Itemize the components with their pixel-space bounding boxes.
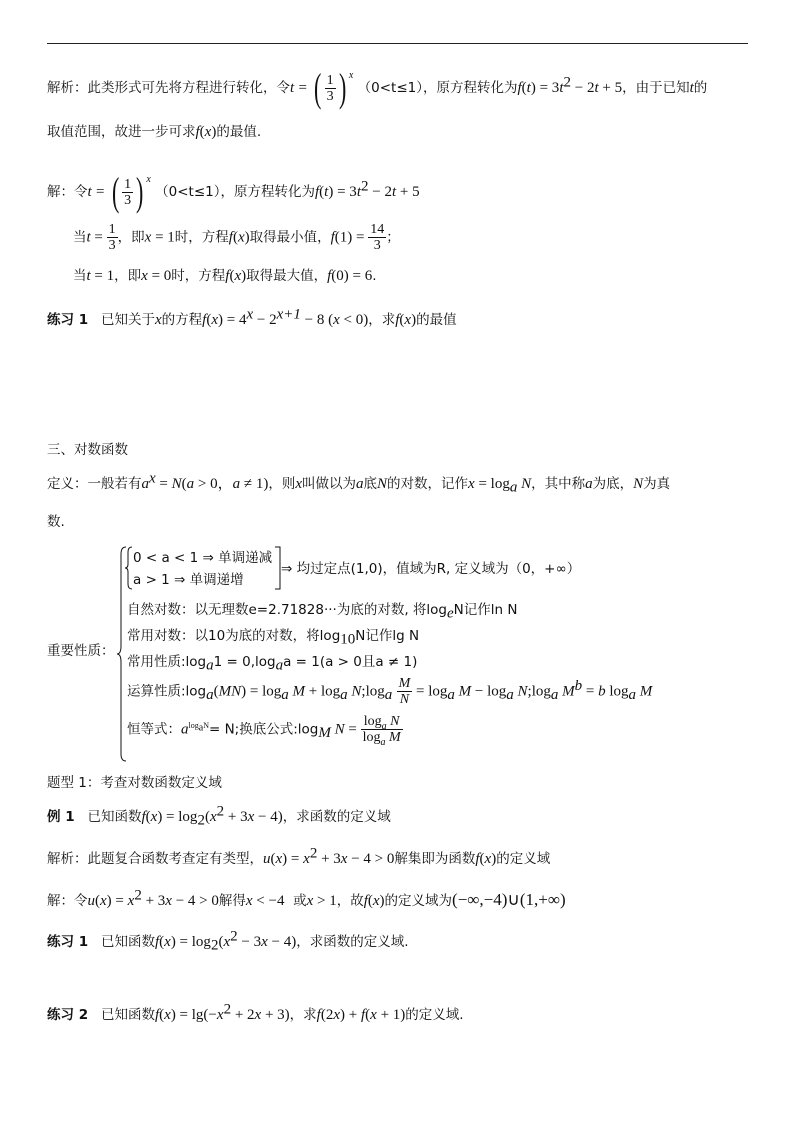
case-text-10: . bbox=[372, 268, 377, 284]
property-identity: 恒等式：$a^{log_aN}= N$;换底公式$:\log_M$ N = $\frac{\log_a N}{\log_a M}$ bbox=[127, 714, 401, 748]
analysis-text-5: 取值范围，故进一步可求 bbox=[47, 124, 196, 140]
case-text-4: 取得最小值， bbox=[249, 229, 331, 246]
property-common: 常用性质$:\log_a1 = 0,\log_aa = 1(a > 0$且a ≠ 1) bbox=[127, 654, 418, 674]
solution-text-2: （0<t≤1），原方程转化为 bbox=[155, 184, 315, 200]
definition-text: 定义：一般若有 bbox=[47, 476, 142, 492]
practice-2-text: 已知函数 bbox=[100, 1007, 155, 1023]
analysis-2-line: 解析：此题复合函数考查定有类型，$u(x) = x^2 + 3x - 4 > 0$解集即为函数f(x)的定义域 bbox=[47, 845, 551, 867]
exercise-text: 已知关于 bbox=[100, 312, 155, 328]
property-natural-log: 自然对数：以无理数e=2.71828···为底的对数, 将$\log_eN$记作ln N bbox=[127, 602, 518, 622]
definition-text-5: 的对数，记作 bbox=[387, 476, 469, 492]
practice-text-2: ，求函数的定义域. bbox=[296, 934, 409, 950]
top-rule bbox=[47, 43, 748, 44]
analysis-2-text-3: 的定义域 bbox=[496, 851, 551, 867]
inner-brace bbox=[125, 546, 133, 590]
exercise-text-4: 的最值 bbox=[416, 312, 457, 328]
common-property-text-2: 1 = 0,log bbox=[213, 654, 276, 670]
property-common-log: 常用对数：以10为底的对数，将$\log_{10}N$记作lg N bbox=[127, 628, 420, 648]
practice-2-text-3: 的定义域. bbox=[405, 1007, 464, 1023]
common-log-text: 常用对数：以10为底的对数，将log bbox=[127, 628, 341, 644]
case-text-2: ，即 bbox=[117, 229, 145, 246]
case-text-3: 时，方程 bbox=[174, 229, 229, 246]
property-increasing: a > 1 ⇒ 单调递增 bbox=[133, 572, 244, 588]
example-text-2: ，求函数的定义域 bbox=[282, 809, 391, 825]
analysis-2-text-2: 解集即为函数 bbox=[394, 851, 476, 867]
case-text: 当 bbox=[73, 229, 87, 246]
exercise-label: 练习 1 bbox=[47, 312, 89, 328]
case-text-6: 当 bbox=[73, 268, 87, 284]
analysis-text-6: 的最值. bbox=[216, 124, 262, 140]
definition-text-3: 叫做以为 bbox=[302, 476, 357, 492]
property-decreasing: 0 < a < 1 ⇒ 单调递减 bbox=[133, 550, 273, 566]
definition-line-1: 定义：一般若有$a^x = N(a > 0$，a ≠ 1)，则x叫做以为a底N的对数，记作$x = \log_a N$，其中称a为底，N为真 bbox=[47, 470, 671, 496]
case-2-line: 当t = 1，即x = 0时，方程f(x)取得最大值，f(0) = 6. bbox=[73, 268, 377, 284]
example-1-line: 例 1 已知函数$f(x) = \log_2(x^2 + 3x - 4)$，求函数的定义域 bbox=[47, 803, 391, 829]
solution-2-line: 解：令$u(x) = x^2 + 3x - 4 > 0$解得x < −4 或x > 1，故f(x)的定义域为(−∞,−4)∪(1,+∞) bbox=[47, 887, 566, 909]
practice-2-line: 练习 2 已知函数$f(x) = \lg(-x^2 + 2x + 3)$，求f(2x) + f(x + 1)的定义域. bbox=[47, 1001, 464, 1023]
solution-text: 解：令 bbox=[47, 184, 88, 200]
solution-2-text-4: ，故 bbox=[336, 893, 364, 909]
case-1-line: 当t = $\frac{1}{3}$ ，即x = 1时，方程f(x)取得最小值，f(1) = $\frac{14}{3}$ ； bbox=[73, 222, 400, 253]
section-heading: 三、对数函数 bbox=[47, 442, 128, 458]
identity-text-2: = N;换底公式:log bbox=[208, 721, 319, 738]
analysis-text: 解析：此类形式可先将方程进行转化，令 bbox=[47, 80, 290, 96]
definition-text-2: ，则 bbox=[268, 476, 296, 492]
operations-text: 运算性质:log bbox=[127, 683, 207, 700]
practice-text: 已知函数 bbox=[100, 934, 155, 950]
analysis-text-4: 的 bbox=[693, 80, 708, 96]
identity-text: 恒等式： bbox=[127, 721, 181, 738]
exercise-text-3: ，求 bbox=[368, 312, 396, 328]
property-operations: 运算性质$:\log_a(MN) = \log_a M + \log_a$ $N;\log_a$ $\frac{M}{N}$ = $\log_a M - \log_a$ $N;\log_a$ $M^b = b$ $\log_a M$ bbox=[127, 676, 653, 707]
solution-line: 解：令t = ( $\frac{1}{3}$ ) $^x$ （0<t≤1），原方程转化为$f(t) = 3t^2 - 2t + 5$ bbox=[47, 169, 420, 214]
natural-log-text-2: N记作ln N bbox=[453, 602, 518, 618]
case-text-8: 时，方程 bbox=[171, 268, 226, 284]
analysis-text-2: （0<t≤1），原方程转化为 bbox=[357, 80, 518, 96]
natural-log-text: 自然对数：以无理数e=2.71828···为底的对数, 将log bbox=[127, 602, 447, 618]
definition-text-4: 底 bbox=[363, 476, 378, 492]
definition-text-7: 为底， bbox=[592, 476, 634, 492]
example-text: 已知函数 bbox=[87, 809, 142, 825]
properties-label: 重要性质： bbox=[47, 643, 115, 659]
property-fixed-point: ⇒ 均过定点(1,0)，值域为R, 定义域为（0，+∞） bbox=[281, 561, 581, 577]
definition-line-2: 数. bbox=[47, 514, 65, 530]
practice-label: 练习 1 bbox=[47, 934, 89, 950]
common-log-text-2: N记作lg N bbox=[355, 628, 420, 644]
common-property-text: 常用性质:log bbox=[127, 654, 207, 670]
analysis-line-2: 取值范围，故进一步可求f(x)的最值. bbox=[47, 124, 262, 140]
solution-2-text-5: 的定义域为 bbox=[384, 893, 453, 909]
analysis-2-text: 解析：此题复合函数考查定有类型， bbox=[47, 851, 263, 867]
case-text-9: 取得最大值， bbox=[246, 268, 328, 284]
case-text-7: ，即 bbox=[114, 268, 142, 284]
practice-2-text-2: ，求 bbox=[289, 1007, 317, 1023]
exercise-text-2: 的方程 bbox=[161, 312, 203, 328]
example-label: 例 1 bbox=[47, 809, 75, 825]
case-text-5: ； bbox=[386, 229, 400, 246]
practice-2-label: 练习 2 bbox=[47, 1007, 89, 1023]
exercise-1-line: 练习 1 已知关于x的方程$f(x) = 4^x - 2^{x+1} - 8$ (x < 0)，求f(x)的最值 bbox=[47, 306, 457, 328]
type-1-heading: 题型 1：考查对数函数定义域 bbox=[47, 775, 222, 791]
common-property-text-3: a = 1(a > 0且a ≠ 1) bbox=[283, 654, 418, 670]
solution-2-text-3: 或 bbox=[293, 893, 307, 909]
definition-text-8: 为真 bbox=[643, 476, 671, 492]
analysis-line-1: 解析：此类形式可先将方程进行转化，令t = ( $\frac{1}{3}$ ) $^x$ （0<t≤1），原方程转化为$f(t) = 3t^2 - 2t + 5$，由于已知t的 bbox=[47, 65, 708, 110]
solution-2-text: 解：令 bbox=[47, 893, 88, 909]
analysis-text-3: ，由于已知 bbox=[622, 80, 690, 96]
solution-2-text-2: 解得 bbox=[218, 893, 246, 909]
practice-1-line: 练习 1 已知函数$f(x) = \log_2(x^2 - 3x - 4)$，求函数的定义域. bbox=[47, 928, 409, 954]
definition-text-6: ，其中称 bbox=[531, 476, 586, 492]
